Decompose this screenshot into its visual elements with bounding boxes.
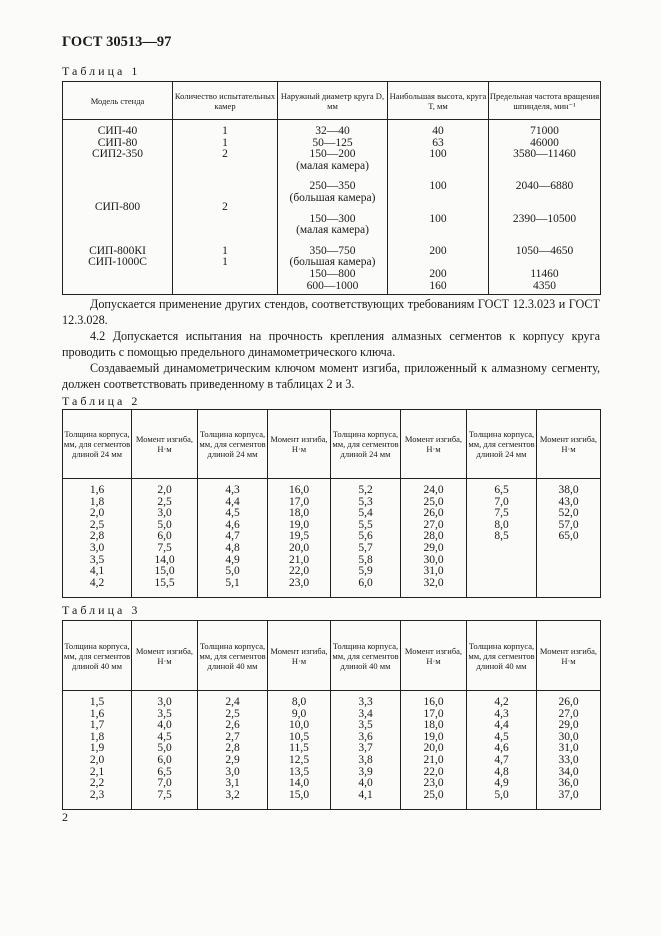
table3-thickness-cell: 2,9 xyxy=(225,753,240,766)
table2-moment-cell: 30,0 xyxy=(423,553,444,566)
table3-moment-cell: 33,0 xyxy=(558,753,579,766)
table1-freq-cell: 71000 xyxy=(530,125,559,137)
table3-moment-cell: 12,5 xyxy=(288,753,310,766)
table2-header-thickness: Толщина корпуса, мм, для сегментов длиной 24 мм xyxy=(63,410,132,479)
table2-header-row xyxy=(63,410,601,479)
table3-header-thickness: Толщина корпуса, мм, для сегментов длиной 40 мм xyxy=(331,621,401,691)
table1-model-cell: СИП-80 xyxy=(97,136,138,149)
table1-model-cell: СИП2-350 xyxy=(91,148,144,161)
table1-diameter-cell: (большая камера) xyxy=(289,191,376,204)
table2-moment-cell: 23,0 xyxy=(288,576,310,589)
table3-header-thickness: Толщина корпуса, мм, для сегментов длиной 40 мм xyxy=(198,621,268,691)
table2-thickness-cell: 5,7 xyxy=(358,541,373,554)
table2-moment-col xyxy=(132,479,198,598)
table2-thickness-col xyxy=(63,479,132,598)
table2-thickness-cell: 4,7 xyxy=(225,530,240,543)
table2-moment-cell: 19,5 xyxy=(288,530,310,543)
table2-thickness-cell: 5,0 xyxy=(225,565,240,578)
table1-height-cell: 160 xyxy=(429,279,447,292)
table2-moment-cell: 2,5 xyxy=(157,495,172,508)
table2-moment-col xyxy=(401,479,467,598)
table1-height-cell: 200 xyxy=(429,244,447,257)
blank-line xyxy=(63,234,172,246)
table1-frequency-col xyxy=(489,120,601,295)
table3-moment-cell: 6,5 xyxy=(157,765,172,778)
table2-header-thickness: Толщина корпуса, мм, для сегментов длиной 24 мм xyxy=(198,410,268,479)
table3-thickness-cell: 2,3 xyxy=(89,788,105,801)
table3-moment-col xyxy=(132,691,198,810)
table2-thickness-col xyxy=(198,479,268,598)
table3-thickness-cell: 3,5 xyxy=(358,719,373,732)
table2-thickness-cell: 8,0 xyxy=(494,518,509,531)
table3-thickness-cell: 2,7 xyxy=(225,730,240,743)
table2-moment-cell: 22,0 xyxy=(288,565,310,578)
table3-thickness-cell: 4,0 xyxy=(358,777,373,790)
table1-model-cell: СИП-1000С xyxy=(88,256,147,269)
table3-header-thickness: Толщина корпуса, мм, для сегментов длиной 40 мм xyxy=(63,621,132,691)
table3-thickness-cell: 3,4 xyxy=(358,707,373,720)
table1-header-height: Наибольшая высота, круга T, мм xyxy=(388,82,489,120)
table2-thickness-cell: 5,1 xyxy=(225,576,240,589)
blank-line xyxy=(173,214,277,226)
table3-moment-cell: 34,0 xyxy=(558,765,579,778)
paragraph-bending-moment: Создаваемый динамометрическим ключом момент изгиба, приложенный к алмазному сегменту, должен соответствовать приведенному в таблицах 2 и 3. xyxy=(62,361,600,391)
table1-diameter-cell: 350—750 xyxy=(309,244,356,257)
table1-height-col xyxy=(388,120,489,295)
table3-moment-cell: 10,0 xyxy=(288,719,310,732)
table2-thickness-cell: 4,9 xyxy=(225,553,240,566)
table3-thickness-cell: 4,8 xyxy=(494,765,509,778)
table3-thickness-cell: 3,7 xyxy=(358,742,373,755)
table3-thickness-cell: 1,6 xyxy=(89,707,105,720)
table1-diameter-cell: 32—40 xyxy=(315,125,350,137)
table2-thickness-cell: 5,9 xyxy=(358,565,373,578)
table1-chambers-cell: 2 xyxy=(222,200,228,213)
table1-height-cell: 63 xyxy=(432,136,444,149)
table3-thickness-cell: 1,7 xyxy=(89,719,105,732)
table3-thickness-cell: 4,3 xyxy=(494,707,509,720)
table2-thickness-cell: 2,5 xyxy=(89,518,105,531)
table1-diameter-cell: (большая камера) xyxy=(289,256,376,269)
table2-body-row xyxy=(63,479,601,598)
table3-moment-cell: 19,0 xyxy=(423,730,444,743)
table1-height-cell: 100 xyxy=(429,212,447,225)
table3-thickness-cell: 2,1 xyxy=(89,765,105,778)
table3-thickness-cell: 2,5 xyxy=(225,707,240,720)
table2-moment-cell: 20,0 xyxy=(288,541,310,554)
table2-thickness-cell: 1,8 xyxy=(89,495,105,508)
blank-line xyxy=(63,214,172,226)
table3-moment-cell: 13,5 xyxy=(288,765,310,778)
table1-diameter-cell: 600—1000 xyxy=(306,279,359,292)
blank-line xyxy=(173,161,277,173)
table2-moment-cell: 29,0 xyxy=(423,541,444,554)
table1-diameter-cell: (малая камера) xyxy=(296,159,369,172)
paragraph-other-stands: Допускается применение других стендов, соответствующих требованиям ГОСТ 12.3.023 и ГОСТ 12.3.028. xyxy=(62,297,600,327)
table2-thickness-cell: 7,5 xyxy=(494,507,509,520)
table3 xyxy=(62,620,601,810)
table3-thickness-col xyxy=(198,691,268,810)
table1-chambers-col xyxy=(173,120,278,295)
table2-thickness-cell: 5,6 xyxy=(358,530,373,543)
table2-header-thickness: Толщина корпуса, мм, для сегментов длиной 24 мм xyxy=(467,410,537,479)
table1-height-cell: 40 xyxy=(432,125,444,137)
table3-thickness-cell: 4,7 xyxy=(494,753,509,766)
table3-thickness-cell: 4,4 xyxy=(494,719,509,732)
table2-moment-cell: 2,0 xyxy=(157,484,172,496)
table3-thickness-cell: 2,4 xyxy=(225,696,240,708)
table2-header-moment: Момент изгиба, Н·м xyxy=(537,410,601,479)
table3-moment-cell: 10,5 xyxy=(288,730,310,743)
table3-thickness-cell: 1,8 xyxy=(89,730,105,743)
table3-moment-col xyxy=(401,691,467,810)
table1-freq-cell: 2390—10500 xyxy=(512,212,577,225)
table3-thickness-cell: 5,0 xyxy=(494,788,509,801)
table3-thickness-cell: 3,3 xyxy=(358,696,373,708)
table3-moment-cell: 7,0 xyxy=(157,777,172,790)
table1-freq-cell: 1050—4650 xyxy=(515,244,574,257)
table3-moment-cell: 31,0 xyxy=(558,742,579,755)
table2-header-moment: Момент изгиба, Н·м xyxy=(401,410,467,479)
table2-caption: Таблица 2 xyxy=(62,394,141,408)
blank-line xyxy=(489,161,600,173)
paragraph-4-2: 4.2 Допускается испытания на прочность крепления алмазных сегментов к корпусу круга проводить с помощью предельного динамометрического ключа. xyxy=(62,329,600,359)
table3-thickness-cell: 4,9 xyxy=(494,777,509,790)
table2-thickness-col xyxy=(331,479,401,598)
table1-diameter-cell: 150—800 xyxy=(309,267,356,280)
blank-line xyxy=(388,161,488,173)
table3-moment-col xyxy=(537,691,601,810)
table2-thickness-cell: 4,5 xyxy=(225,507,240,520)
table3-thickness-cell: 4,6 xyxy=(494,742,509,755)
table1-header-chambers: Количество испытательных камер xyxy=(173,82,278,120)
table2-moment-cell: 24,0 xyxy=(423,484,444,496)
table3-thickness-cell: 3,2 xyxy=(225,788,240,801)
table1-model-col xyxy=(63,120,173,295)
table2-moment-cell: 26,0 xyxy=(423,507,444,520)
table3-thickness-cell: 3,6 xyxy=(358,730,373,743)
table3-thickness-cell: 4,2 xyxy=(494,696,509,708)
table3-thickness-cell: 1,9 xyxy=(89,742,105,755)
table2-moment-cell: 21,0 xyxy=(288,553,310,566)
table2-moment-cell: 15,5 xyxy=(154,576,175,589)
table3-moment-cell: 17,0 xyxy=(423,707,444,720)
table2-moment-cell: 18,0 xyxy=(288,507,310,520)
table3-thickness-cell: 3,1 xyxy=(225,777,240,790)
table2-moment-cell: 16,0 xyxy=(288,484,310,496)
table2-thickness-cell: 8,5 xyxy=(494,530,509,543)
table1-diameter-cell: 150—200 xyxy=(309,148,356,161)
table2 xyxy=(62,409,601,598)
table3-thickness-cell: 2,0 xyxy=(89,753,105,766)
table3-moment-cell: 25,0 xyxy=(423,788,444,801)
table3-moment-cell: 11,5 xyxy=(289,742,309,755)
table3-thickness-cell: 4,5 xyxy=(494,730,509,743)
table3-moment-cell: 36,0 xyxy=(558,777,579,790)
table1-freq-cell: 11460 xyxy=(530,267,559,280)
table3-moment-cell: 22,0 xyxy=(423,765,444,778)
table3-moment-cell: 3,0 xyxy=(157,696,172,708)
table2-thickness-cell: 4,6 xyxy=(225,518,240,531)
table3-body-row xyxy=(63,691,601,810)
table3-thickness-col xyxy=(63,691,132,810)
table3-thickness-cell: 2,8 xyxy=(225,742,240,755)
table2-thickness-cell: 4,8 xyxy=(225,541,240,554)
table2-moment-cell: 19,0 xyxy=(288,518,310,531)
table2-moment-cell: 28,0 xyxy=(423,530,444,543)
table3-moment-cell: 7,5 xyxy=(157,788,172,801)
table3-moment-cell: 6,0 xyxy=(157,753,172,766)
table2-header-thickness: Толщина корпуса, мм, для сегментов длиной 24 мм xyxy=(331,410,401,479)
table2-moment-cell: 15,0 xyxy=(154,565,175,578)
table3-moment-cell: 26,0 xyxy=(558,696,579,708)
blank-line xyxy=(489,193,600,205)
table3-moment-cell: 4,5 xyxy=(157,730,172,743)
blank-line xyxy=(173,181,277,193)
table2-thickness-cell: 5,2 xyxy=(358,484,373,496)
table3-header-moment: Момент изгиба, Н·м xyxy=(132,621,198,691)
body-text xyxy=(62,296,600,392)
table3-moment-col xyxy=(268,691,331,810)
table2-thickness-cell: 2,8 xyxy=(89,530,105,543)
table3-moment-cell: 5,0 xyxy=(157,742,172,755)
table1-freq-cell: 2040—6880 xyxy=(515,180,574,193)
table1-diameter-col xyxy=(278,120,388,295)
table1-chambers-cell: 1 xyxy=(222,136,228,149)
table2-thickness-cell: 4,2 xyxy=(89,576,105,589)
blank-line xyxy=(63,161,172,173)
table1-diameter-cell: 150—300 xyxy=(309,212,356,225)
table1-chambers-cell: 1 xyxy=(222,256,228,269)
blank-line xyxy=(63,181,172,193)
table2-moment-col xyxy=(537,479,601,598)
table3-thickness-col xyxy=(331,691,401,810)
table3-header-row xyxy=(63,621,601,691)
table3-moment-cell: 30,0 xyxy=(558,730,579,743)
table2-thickness-cell: 7,0 xyxy=(494,495,509,508)
table2-thickness-cell: 5,5 xyxy=(358,518,373,531)
blank-line xyxy=(388,225,488,237)
blank-line xyxy=(173,234,277,246)
table3-moment-cell: 3,5 xyxy=(157,707,172,720)
table3-moment-cell: 29,0 xyxy=(558,719,579,732)
table3-moment-cell: 18,0 xyxy=(423,719,444,732)
table1-diameter-cell: (малая камера) xyxy=(296,224,369,237)
table2-moment-cell: 38,0 xyxy=(558,484,579,496)
table2-thickness-col xyxy=(467,479,537,598)
table2-moment-cell: 14,0 xyxy=(154,553,175,566)
table1-diameter-cell: 250—350 xyxy=(309,180,356,193)
table2-thickness-cell: 6,5 xyxy=(494,484,509,496)
table2-moment-cell: 17,0 xyxy=(288,495,310,508)
table3-moment-cell: 21,0 xyxy=(423,753,444,766)
table2-thickness-cell: 1,6 xyxy=(89,484,105,496)
table2-moment-cell: 25,0 xyxy=(423,495,444,508)
blank-line xyxy=(388,193,488,205)
table1-header-model: Модель стенда xyxy=(63,82,173,120)
table1-freq-cell: 4350 xyxy=(533,279,556,292)
table1-model-cell: СИП-40 xyxy=(97,125,138,137)
table2-thickness-cell: 4,3 xyxy=(225,484,240,496)
table3-header-thickness: Толщина корпуса, мм, для сегментов длиной 40 мм xyxy=(467,621,537,691)
table3-moment-cell: 9,0 xyxy=(291,707,307,720)
table2-moment-cell: 32,0 xyxy=(423,576,444,589)
table2-moment-cell: 5,0 xyxy=(157,518,172,531)
table1-chambers-cell: 1 xyxy=(222,244,228,257)
table1-model-cell: СИП-800КI xyxy=(89,244,146,257)
table3-thickness-cell: 1,5 xyxy=(89,696,105,708)
document-header: ГОСТ 30513—97 xyxy=(62,34,172,50)
table2-moment-cell: 7,5 xyxy=(157,541,172,554)
table2-thickness-cell: 5,8 xyxy=(358,553,373,566)
table2-thickness-cell: 5,3 xyxy=(358,495,373,508)
table1-height-cell: 100 xyxy=(429,180,447,193)
table3-thickness-cell: 3,9 xyxy=(358,765,373,778)
table3-header-moment: Момент изгиба, Н·м xyxy=(537,621,601,691)
table2-moment-cell: 43,0 xyxy=(558,495,579,508)
table3-thickness-col xyxy=(467,691,537,810)
table3-thickness-cell: 2,6 xyxy=(225,719,240,732)
table3-moment-cell: 27,0 xyxy=(558,707,579,720)
table2-thickness-cell: 3,5 xyxy=(89,553,105,566)
table3-thickness-cell: 3,8 xyxy=(358,753,373,766)
table2-thickness-cell: 4,1 xyxy=(89,565,105,578)
table2-thickness-cell: 6,0 xyxy=(358,576,373,589)
table1-chambers-cell: 2 xyxy=(222,148,228,161)
table2-header-moment: Момент изгиба, Н·м xyxy=(132,410,198,479)
table3-moment-cell: 15,0 xyxy=(288,788,310,801)
table2-moment-cell: 65,0 xyxy=(558,530,579,543)
table3-moment-cell: 16,0 xyxy=(423,696,444,708)
table2-moment-cell: 6,0 xyxy=(157,530,172,543)
table3-moment-cell: 20,0 xyxy=(423,742,444,755)
table2-moment-cell: 3,0 xyxy=(157,507,172,520)
table3-thickness-cell: 3,0 xyxy=(225,765,240,778)
blank-line xyxy=(489,225,600,237)
table2-moment-cell: 57,0 xyxy=(558,518,579,531)
table1 xyxy=(62,81,601,295)
page-number: 2 xyxy=(62,810,68,824)
table1-freq-cell: 46000 xyxy=(530,136,559,149)
table2-header-moment: Момент изгиба, Н·м xyxy=(268,410,331,479)
table1-header-row xyxy=(63,82,601,120)
table2-moment-cell: 52,0 xyxy=(558,507,579,520)
table1-header-diameter: Наружный диаметр круга D, мм xyxy=(278,82,388,120)
table3-thickness-cell: 2,2 xyxy=(89,777,105,790)
table1-body-row xyxy=(63,120,601,295)
table2-thickness-cell: 3,0 xyxy=(89,541,105,554)
table1-chambers-cell: 1 xyxy=(222,125,228,137)
table3-header-moment: Момент изгиба, Н·м xyxy=(401,621,467,691)
table1-header-frequency: Предельная частота вращения шпинделя, мин⁻¹ xyxy=(489,82,601,120)
table3-caption: Таблица 3 xyxy=(62,603,141,617)
table2-moment-col xyxy=(268,479,331,598)
table1-height-cell: 200 xyxy=(429,267,447,280)
table2-moment-cell: 31,0 xyxy=(423,565,444,578)
table3-moment-cell: 8,0 xyxy=(291,696,307,708)
table1-model-cell: СИП-800 xyxy=(94,200,141,213)
table1-freq-cell: 3580—11460 xyxy=(513,148,576,161)
table1-height-cell: 100 xyxy=(429,148,447,161)
table3-header-moment: Момент изгиба, Н·м xyxy=(268,621,331,691)
table3-moment-cell: 37,0 xyxy=(558,788,579,801)
table1-caption: Таблица 1 xyxy=(62,64,141,78)
table1-diameter-cell: 50—125 xyxy=(312,136,353,149)
table3-moment-cell: 23,0 xyxy=(423,777,444,790)
table2-thickness-cell: 5,4 xyxy=(358,507,373,520)
table3-moment-cell: 4,0 xyxy=(157,719,172,732)
table2-thickness-cell: 2,0 xyxy=(89,507,105,520)
table3-moment-cell: 14,0 xyxy=(288,777,310,790)
table2-thickness-cell: 4,4 xyxy=(225,495,240,508)
table3-thickness-cell: 4,1 xyxy=(358,788,373,801)
table2-moment-cell: 27,0 xyxy=(423,518,444,531)
